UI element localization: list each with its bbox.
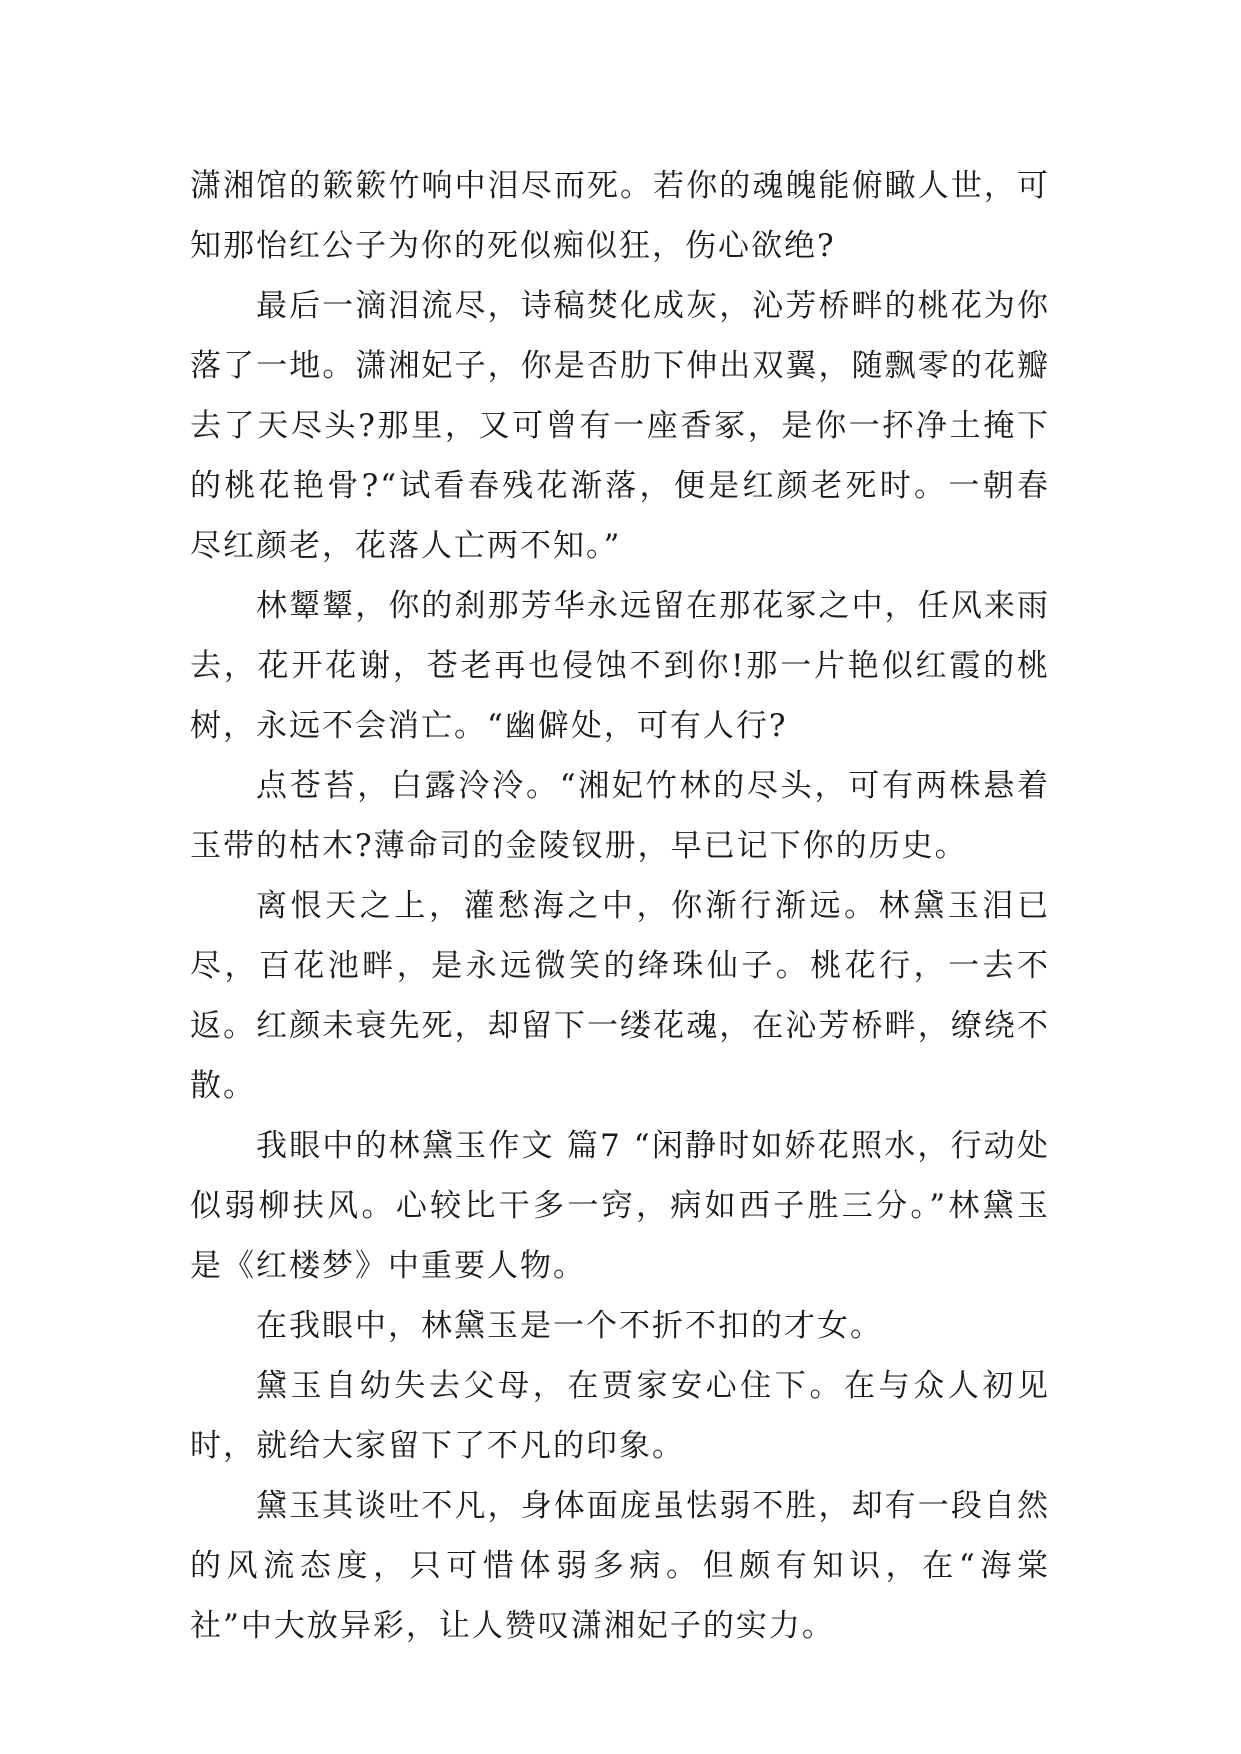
paragraph-8: 黛玉自幼失去父母，在贾家安心住下。在与众人初见时，就给大家留下了不凡的印象。: [190, 1368, 1050, 1464]
paragraph-7: 在我眼中，林黛玉是一个不折不扣的才女。: [256, 1308, 883, 1344]
paragraph-6: 我眼中的林黛玉作文 篇7 “闲静时如娇花照水，行动处似弱柳扶风。心较比干多一窍，病如西子胜三分。”林黛玉是《红楼梦》中重要人物。: [190, 1128, 1050, 1284]
paragraph-9: 黛玉其谈吐不凡，身体面庞虽怯弱不胜，却有一段自然的风流态度，只可惜体弱多病。但颇有知识，在“海棠社”中大放异彩，让人赞叹潇湘妃子的实力。: [190, 1488, 1050, 1644]
paragraph-4: 点苍苔，白露泠泠。“湘妃竹林的尽头，可有两株悬着玉带的枯木?薄命司的金陵钗册，早已记下你的历史。: [190, 768, 1050, 864]
paragraph-2: 最后一滴泪流尽，诗稿焚化成灰，沁芳桥畔的桃花为你落了一地。潇湘妃子，你是否肋下伸出双翼，随飘零的花瓣去了天尽头?那里，又可曾有一座香冢，是你一抔净土掩下的桃花艳骨?“试看春残花渐落，便是红颜老死时。一朝春尽红颜老，花落人亡两不知。”: [190, 288, 1050, 564]
body-text: [190, 156, 1050, 1656]
paragraph-3: 林颦颦，你的刹那芳华永远留在那花冢之中，任风来雨去，花开花谢，苍老再也侵蚀不到你!那一片艳似红霞的桃树，永远不会消亡。“幽僻处，可有人行?: [190, 588, 1050, 744]
paragraph-5: 离恨天之上，灌愁海之中，你渐行渐远。林黛玉泪已尽，百花池畔，是永远微笑的绛珠仙子。桃花行，一去不返。红颜未衰先死，却留下一缕花魂，在沁芳桥畔，缭绕不散。: [190, 888, 1050, 1104]
paragraph-1: 潇湘馆的簌簌竹响中泪尽而死。若你的魂魄能俯瞰人世，可知那怡红公子为你的死似痴似狂，伤心欲绝?: [190, 168, 1050, 264]
